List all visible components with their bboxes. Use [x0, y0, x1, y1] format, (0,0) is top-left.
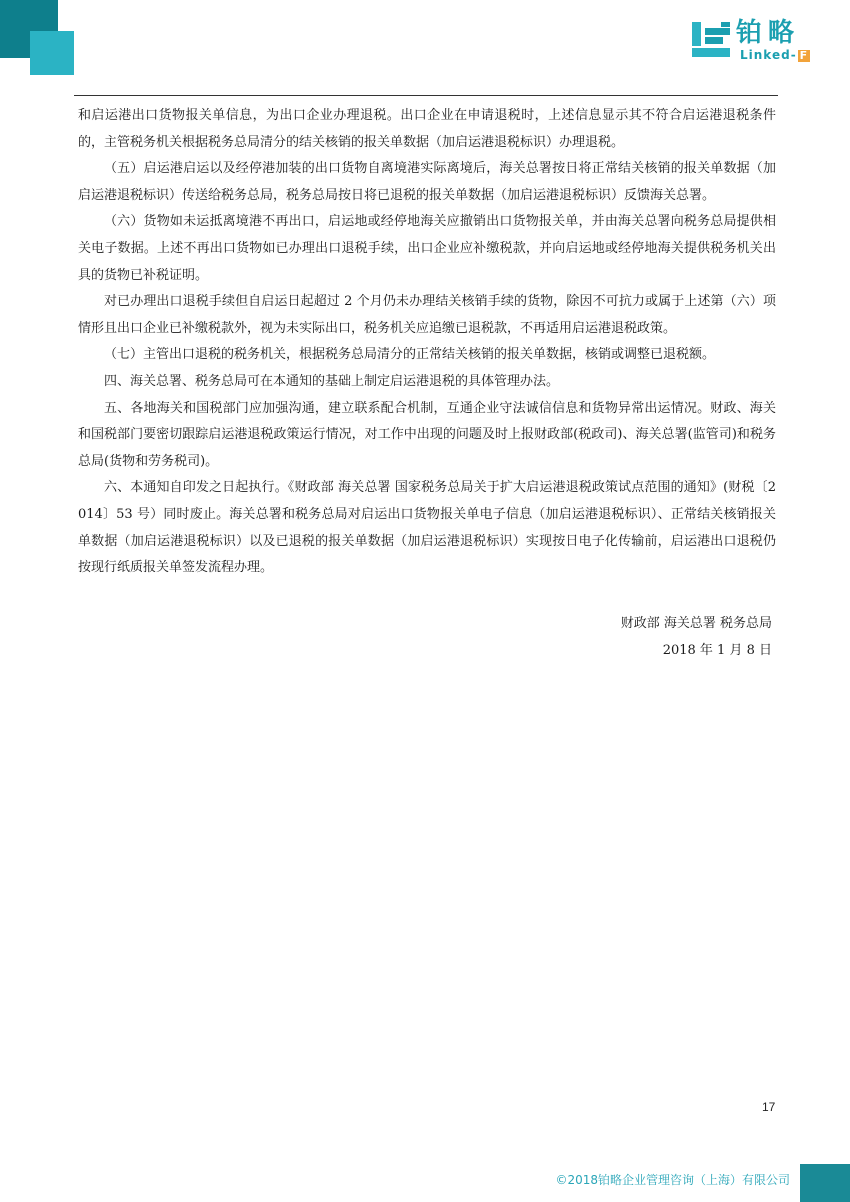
- paragraph-5: （七）主管出口退税的税务机关，根据税务总局清分的正常结关核销的报关单数据，核销或调整已退税额。: [104, 347, 716, 363]
- paragraph-4: 对已办理出口退税手续但自启运日起超过 2 个月仍未办理结关核销手续的货物，除因不可抗力或属于上述第（六）项情形且出口企业已补缴税款外，视为未实际出口，税务机关应追缴已退税款，不再适用启运港退税政策。: [78, 294, 776, 336]
- copyright-notice: ©2018铂略企业管理咨询（上海）有限公司: [555, 1173, 790, 1187]
- brand-logo: [692, 18, 822, 62]
- logo-english-text: [740, 48, 810, 62]
- corner-decoration-light: [30, 31, 74, 75]
- logo-chinese-text: 铂略: [736, 18, 801, 48]
- document-body: [78, 103, 776, 582]
- paragraph-8: 六、本通知自印发之日起执行。《财政部 海关总署 国家税务总局关于扩大启运港退税政策试点范围的通知》(财税〔2014〕53 号）同时废止。海关总署和税务总局对启运出口货物报关单电子信息（加启运港退税标识）、正常结关核销报关单数据（加启运港退税标识）以及已退税的报关单数据（加启运港退税标识）实现按日电子化传输前，启运港出口退税仍按现行纸质报关单签发流程办理。: [78, 480, 776, 576]
- logo-f-box: F: [799, 49, 809, 62]
- header-divider: [74, 95, 778, 96]
- paragraph-3: （六）货物如未运抵离境港不再出口，启运地或经停地海关应撤销出口货物报关单，并由海关总署向税务总局提供相关电子数据。上述不再出口货物如已办理出口退税手续，出口企业应补缴税款，并向启运地或经停地海关提供税务机关出具的货物已补税证明。: [78, 214, 776, 283]
- paragraph-7: 五、各地海关和国税部门应加强沟通，建立联系配合机制，互通企业守法诚信信息和货物异常出运情况。财政、海关和国税部门要密切跟踪启运港退税政策运行情况，对工作中出现的问题及时上报财政部(税政司)、海关总署(监管司)和税务总局(货物和劳务税司)。: [78, 400, 776, 469]
- logo-english-main: Linked-: [740, 48, 797, 62]
- corner-decoration-bottom: [800, 1164, 850, 1202]
- paragraph-2: （五）启运港启运以及经停港加装的出口货物自离境港实际离境后，海关总署按日将正常结关核销的报关单数据（加启运港退税标识）传送给税务总局，税务总局按日将已退税的报关单数据（加启运港退税标识）反馈海关总署。: [78, 161, 776, 203]
- signature-date: 2018 年 1 月 8 日: [662, 643, 772, 658]
- paragraph-6: 四、海关总署、税务总局可在本通知的基础上制定启运港退税的具体管理办法。: [104, 373, 560, 389]
- signature-organizations: 财政部 海关总署 税务总局: [620, 616, 772, 631]
- page-number: 17: [762, 1100, 776, 1114]
- logo-mark-icon: [692, 22, 730, 58]
- paragraph-1: 和启运港出口货物报关单信息，为出口企业办理退税。出口企业在申请退税时，上述信息显示其不符合启运港退税条件的，主管税务机关根据税务总局清分的结关核销的报关单数据（加启运港退税标识）办理退税。: [78, 108, 776, 150]
